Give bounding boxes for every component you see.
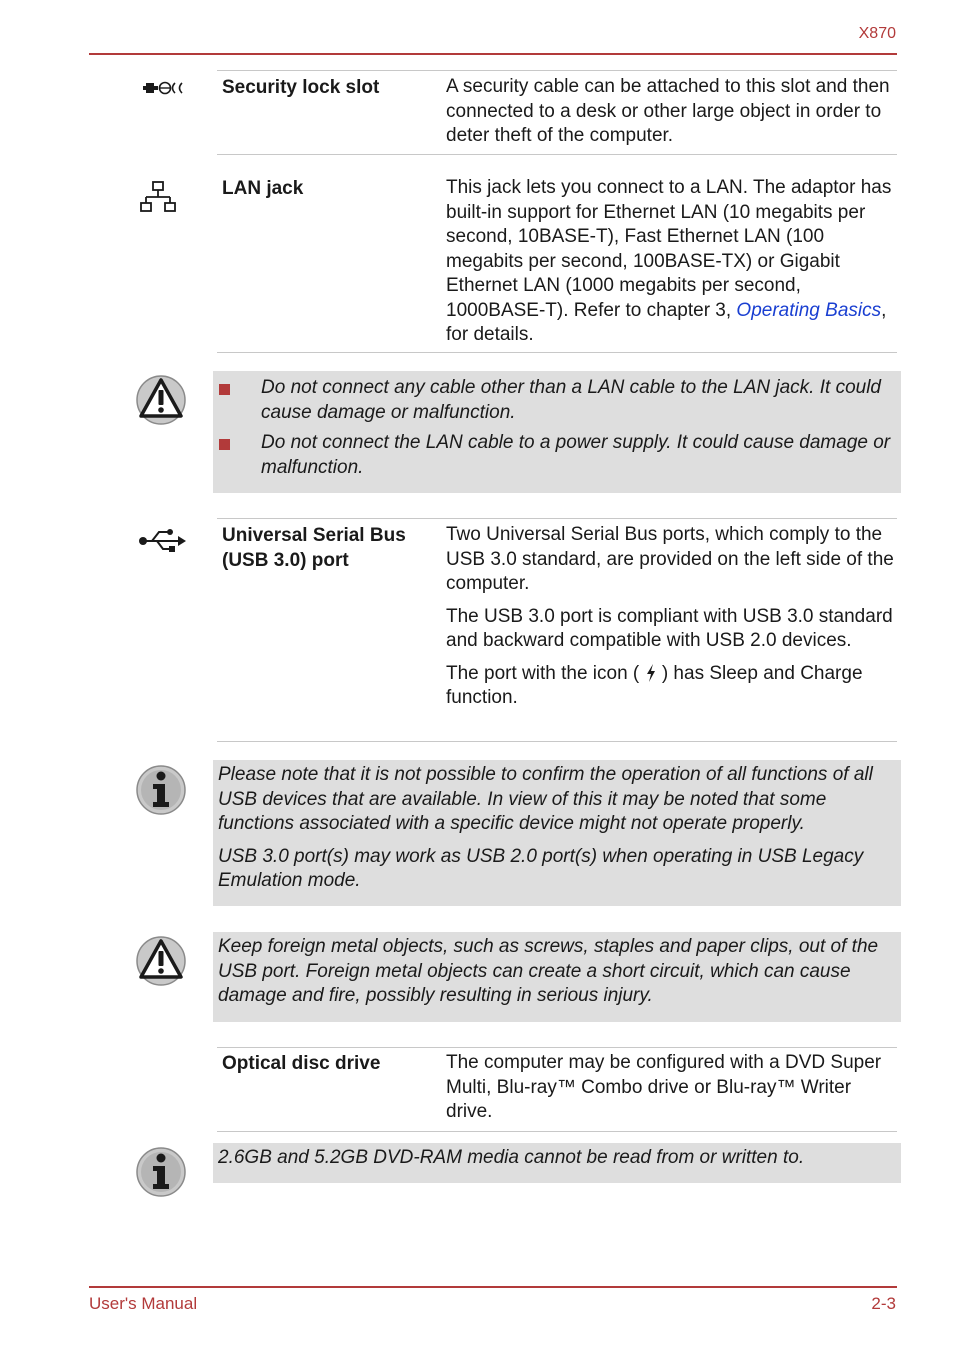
note-content [218,935,895,1017]
warning-text: Do not connect the LAN cable to a power supply. It could cause damage or malfunction. [261,432,891,478]
table-row-divider [217,1047,897,1048]
note-content [218,763,895,902]
term-optical-disc-drive: Optical disc drive [222,1053,381,1074]
warning-triangle-icon [135,374,187,426]
header-divider [89,53,897,55]
footer-page-number: 2-3 [871,1294,896,1313]
info-text: 2.6GB and 5.2GB DVD-RAM media cannot be read from or written to. [218,1147,805,1168]
footer-manual-title: User's Manual [89,1294,198,1313]
term-usb-port: Universal Serial Bus (USB 3.0) port [222,525,406,571]
term-security-lock-slot: Security lock slot [222,77,380,98]
warning-text: Keep foreign metal objects, such as screws, staples and paper clips, out of the USB port. Foreign metal objects can create a short circuit, which can cause damage and fire, possibly resulting in serious injury. [218,936,879,1006]
security-lock-icon [142,78,186,98]
usb-info-box [213,760,901,906]
table-row-divider [217,1131,897,1132]
bullet-square-icon [219,384,230,395]
desc-text: ) has Sleep and Charge function. [446,662,863,708]
table-row-divider [217,154,897,155]
table-row-divider [217,352,897,353]
warning-text: Do not connect any cable other than a LAN cable to the LAN jack. It could cause damage or malfunction. [261,377,881,423]
lightning-bolt-icon [645,663,657,683]
desc-text: This jack lets you connect to a LAN. The adaptor has built-in support for Ethernet LAN (10 megabits per second, 10BASE-T), Fast Ethernet LAN (100 megabits per second, 100BASE-TX) or Gigabit Ethernet LAN (1000 megabits per second, 1000BASE-T). Refer to chapter 3, [446,177,892,321]
desc-text: The USB 3.0 port is compliant with USB 3.0 standard and backward compatible with USB 2.0 devices. [446,605,893,651]
bullet-square-icon [219,439,230,450]
term-lan-jack: LAN jack [222,178,304,199]
warning-triangle-icon [135,935,187,987]
table-row-divider [217,70,897,71]
footer-divider [89,1286,897,1288]
table-row-divider [217,518,897,519]
desc-security-lock-slot [446,75,896,157]
lan-network-icon [140,180,176,214]
desc-optical-disc-drive [446,1051,896,1133]
optical-info-box [213,1143,901,1183]
desc-text: Two Universal Serial Bus ports, which comply to the USB 3.0 standard, are provided on the left side of the computer. [446,524,894,594]
info-text: USB 3.0 port(s) may work as USB 2.0 port(s) when operating in USB Legacy Emulation mode. [218,845,864,891]
usb-icon [138,526,188,554]
table-row-divider [217,741,897,742]
info-icon [135,764,187,816]
desc-text: The port with the icon ( [446,662,645,684]
desc-text: A security cable can be attached to this slot and then connected to a desk or other large object in order to deter theft of the computer. [446,76,890,146]
page-header-model: X870 [858,25,896,42]
desc-text: , for details. [446,299,887,345]
info-icon [135,1146,187,1198]
desc-lan-jack [446,176,896,356]
desc-text: The computer may be configured with a DVD Super Multi, Blu-ray™ Combo drive or Blu-ray™ Writer drive. [446,1052,882,1122]
note-content [218,1146,895,1179]
usb-warning-box [213,932,901,1022]
desc-usb-port [446,523,896,719]
lan-warning-box [213,371,901,493]
operating-basics-link[interactable]: Operating Basics [736,299,882,321]
info-text: Please note that it is not possible to confirm the operation of all functions of all USB devices that are available. In view of this it may be noted that some functions associated with a specific device might not operate properly. [218,764,873,834]
